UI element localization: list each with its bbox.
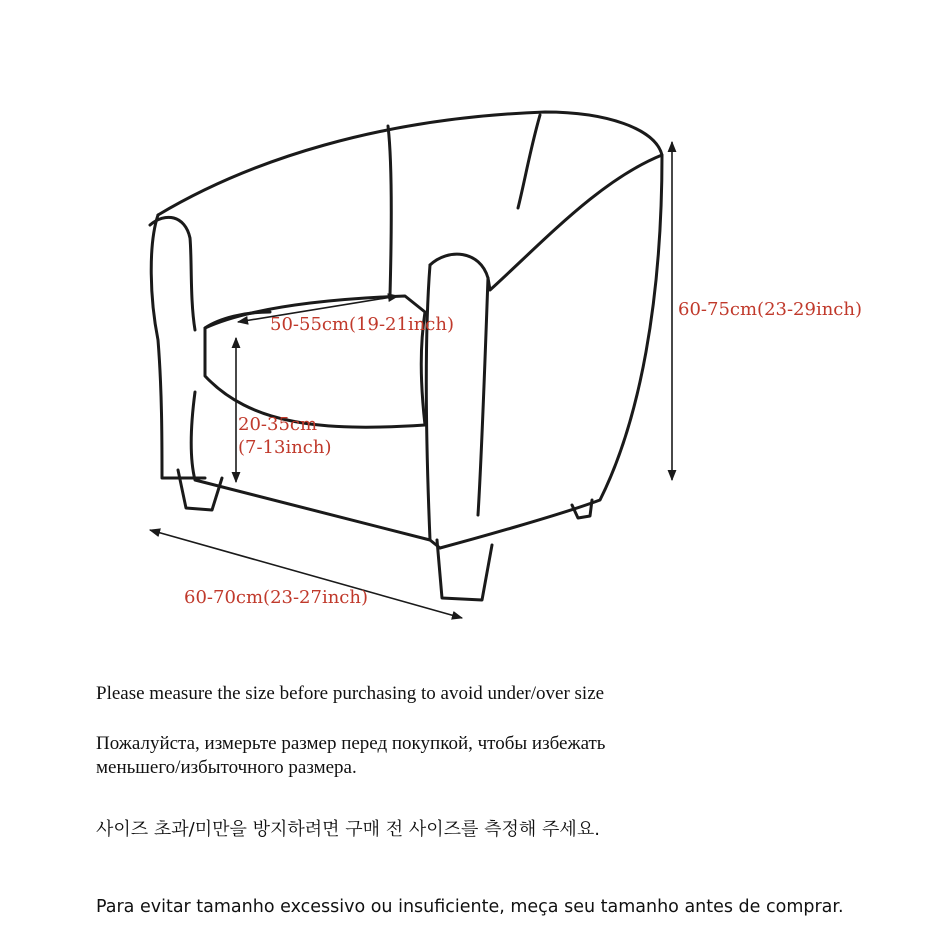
left-arm-top xyxy=(150,217,195,330)
note-portuguese: Para evitar tamanho excessivo ou insuficiente, meça seu tamanho antes de comprar. xyxy=(96,897,844,917)
seat-height-inch-label: (7-13inch) xyxy=(238,437,332,458)
seat-width-label: 50-55cm(19-21inch) xyxy=(270,314,454,335)
right-arm-inner xyxy=(478,278,488,515)
chair-back-rim xyxy=(518,115,540,208)
note-english: Please measure the size before purchasing to avoid under/over size xyxy=(96,683,605,704)
right-arm xyxy=(430,155,662,290)
chair-back-seam-left xyxy=(388,126,391,295)
note-russian-line2: меньшего/избыточного размера. xyxy=(96,757,357,778)
seat-cushion-top xyxy=(205,312,270,328)
left-arm xyxy=(151,215,205,478)
seat-height-cm-label: 20-35cm xyxy=(238,414,318,435)
total-width-label: 60-70cm(23-27inch) xyxy=(184,587,368,608)
front-right-leg xyxy=(437,540,492,600)
front-left-leg xyxy=(178,470,222,510)
right-arm-front xyxy=(426,265,440,548)
note-russian-line1: Пожалуйста, измерьте размер перед покупкой, чтобы избежать xyxy=(96,733,606,754)
total-height-label: 60-75cm(23-29inch) xyxy=(678,299,862,320)
note-korean: 사이즈 초과/미만을 방지하려면 구매 전 사이즈를 측정해 주세요. xyxy=(96,819,600,840)
